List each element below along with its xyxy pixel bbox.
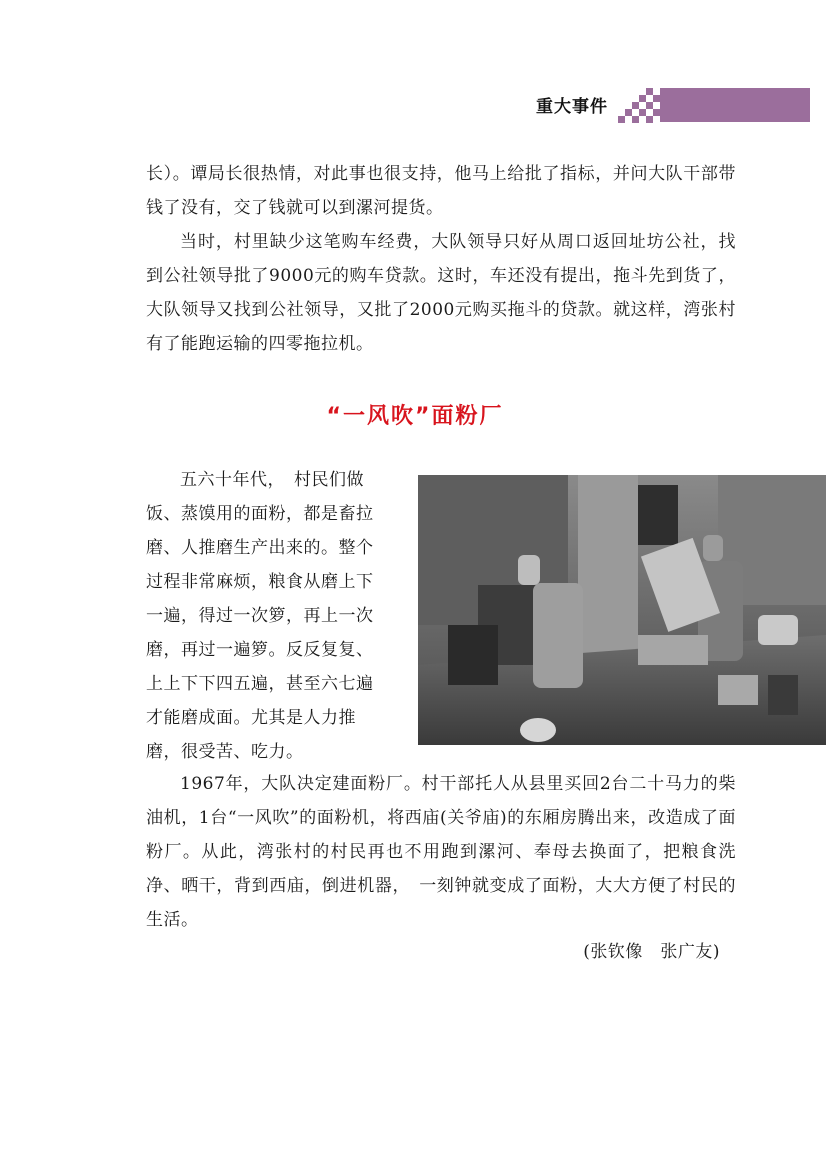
section-title: “一风吹”面粉厂 (326, 404, 504, 429)
checker-square (625, 109, 632, 116)
mill-photo (418, 475, 826, 745)
author-credit: (张钦像 张广友) (583, 942, 720, 962)
side-paragraph: 五六十年代， 村民们做饭、蒸馍用的面粉，都是畜拉磨、人推磨生产出来的。整个过程非常麻烦，粮食从磨上下一遍，得过一次箩，再上一次磨，再过一遍箩。反反复复、上上下下四五遍，甚至六七遍才能磨成面。尤其是人力推磨，很受苦、吃力。 (146, 470, 374, 762)
checker-square (646, 102, 653, 109)
paragraph-2: 当时，村里缺少这笔购车经费，大队领导只好从周口返回址坊公社，找到公社领导批了9000元的购车贷款。这时，车还没有提出，拖斗先到货了，大队领导又找到公社领导，又批了2000元购买拖斗的贷款。就这样，湾张村有了能跑运输的四零拖拉机。 (146, 232, 736, 354)
section-label: 重大事件 (536, 97, 608, 117)
checker-square (653, 95, 660, 102)
checker-square (646, 88, 653, 95)
header-color-band (660, 88, 810, 122)
checker-square (653, 109, 660, 116)
checker-square (639, 109, 646, 116)
checker-square (618, 116, 625, 123)
checker-pattern (618, 88, 662, 122)
paragraph-3: 1967年，大队决定建面粉厂。村干部托人从县里买回2台二十马力的柴油机，1台“一风吹”的面粉机，将西庙(关爷庙)的东厢房腾出来，改造成了面粉厂。从此，湾张村的村民再也不用跑到漯河、奉母去换面了，把粮食洗净、晒干，背到西庙，倒进机器， 一刻钟就变成了面粉，大大方便了村民的生活。 (146, 774, 736, 930)
checker-square (632, 102, 639, 109)
checker-square (639, 95, 646, 102)
paragraph-1: 长）。谭局长很热情，对此事也很支持，他马上给批了指标，并问大队干部带钱了没有，交了钱就可以到漯河提货。 (146, 164, 736, 218)
page-header (0, 88, 830, 122)
checker-square (646, 116, 653, 123)
checker-square (632, 116, 639, 123)
